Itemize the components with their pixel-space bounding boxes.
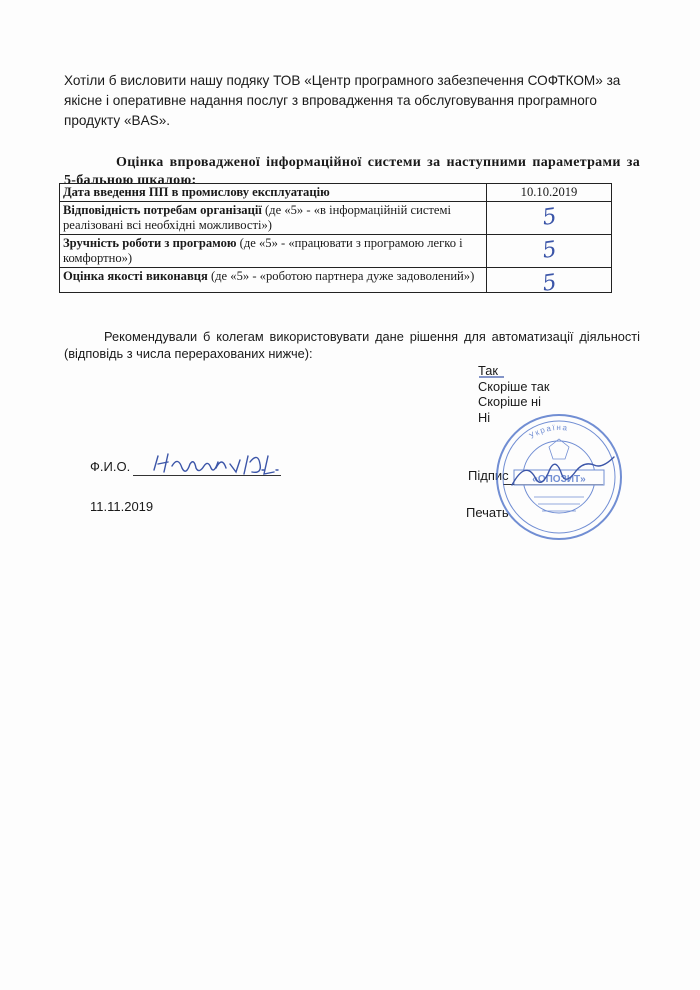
intro-paragraph: Хотіли б висловити нашу подяку ТОВ «Центр програмного забезпечення СОФТКОМ» за якісне і оперативне надання послуг з впровадження та обслуговування програмного продукту «BAS». — [64, 73, 621, 128]
criterion-description: (де «5» - «роботою партнера дуже задоволений») — [207, 269, 475, 283]
handwritten-score: 5 — [540, 237, 559, 264]
criterion-label: Відповідність потребам організації — [63, 203, 262, 217]
criterion-cell — [60, 202, 487, 235]
criterion-description: (де «5» - «працювати з програмою легко і комфортно») — [63, 236, 463, 265]
score-cell — [487, 235, 612, 268]
selected-answer-mark — [478, 374, 508, 380]
score-cell — [487, 268, 612, 297]
criterion-label: Оцінка якості виконавця — [63, 269, 208, 283]
fio-label: Ф.И.О. — [90, 459, 131, 474]
criterion-cell — [60, 184, 487, 202]
answer-option-yes: Так — [478, 363, 498, 378]
table-row — [60, 202, 612, 235]
score-cell — [487, 202, 612, 235]
handwritten-score: 5 — [540, 204, 559, 231]
criterion-description: (де «5» - «в інформаційній системі реалізовані всі необхідні можливості») — [63, 203, 451, 232]
fio-handwriting — [150, 448, 290, 482]
evaluation-heading: Оцінка впровадженої інформаційної системи за наступними параметрами за 5-бальною шкалою: — [64, 155, 640, 188]
criterion-cell — [60, 268, 487, 293]
signature-label: Підпис — [468, 468, 509, 483]
criterion-label: Зручність роботи з програмою — [63, 236, 237, 250]
table-row — [60, 268, 612, 293]
answer-option-rather-no: Скоріше ні — [478, 394, 541, 409]
criterion-label: Дата введення ПП в промислову експлуатацію — [63, 185, 330, 199]
recommendation-paragraph: Рекомендували б колегам використовувати дане рішення для автоматизації діяльності (відповідь з числа перерахованих нижче): — [64, 329, 640, 361]
launch-date: 10.10.2019 — [520, 185, 578, 199]
evaluation-table — [59, 183, 612, 297]
table-row — [60, 235, 612, 268]
answer-option-no: Ні — [478, 409, 491, 425]
criterion-cell — [60, 235, 487, 268]
handwritten-score: 5 — [540, 270, 559, 297]
svg-text:«ОПОЗИТ»: «ОПОЗИТ» — [532, 474, 586, 485]
stamp-label: Печать — [466, 505, 509, 520]
document-date: 11.11.2019 — [90, 499, 154, 514]
svg-text:Україна: Україна — [527, 422, 570, 441]
table-row — [60, 184, 612, 202]
date-cell — [487, 184, 612, 202]
answer-option-rather-yes: Скоріше так — [478, 378, 550, 394]
signature-scribble — [508, 455, 618, 495]
